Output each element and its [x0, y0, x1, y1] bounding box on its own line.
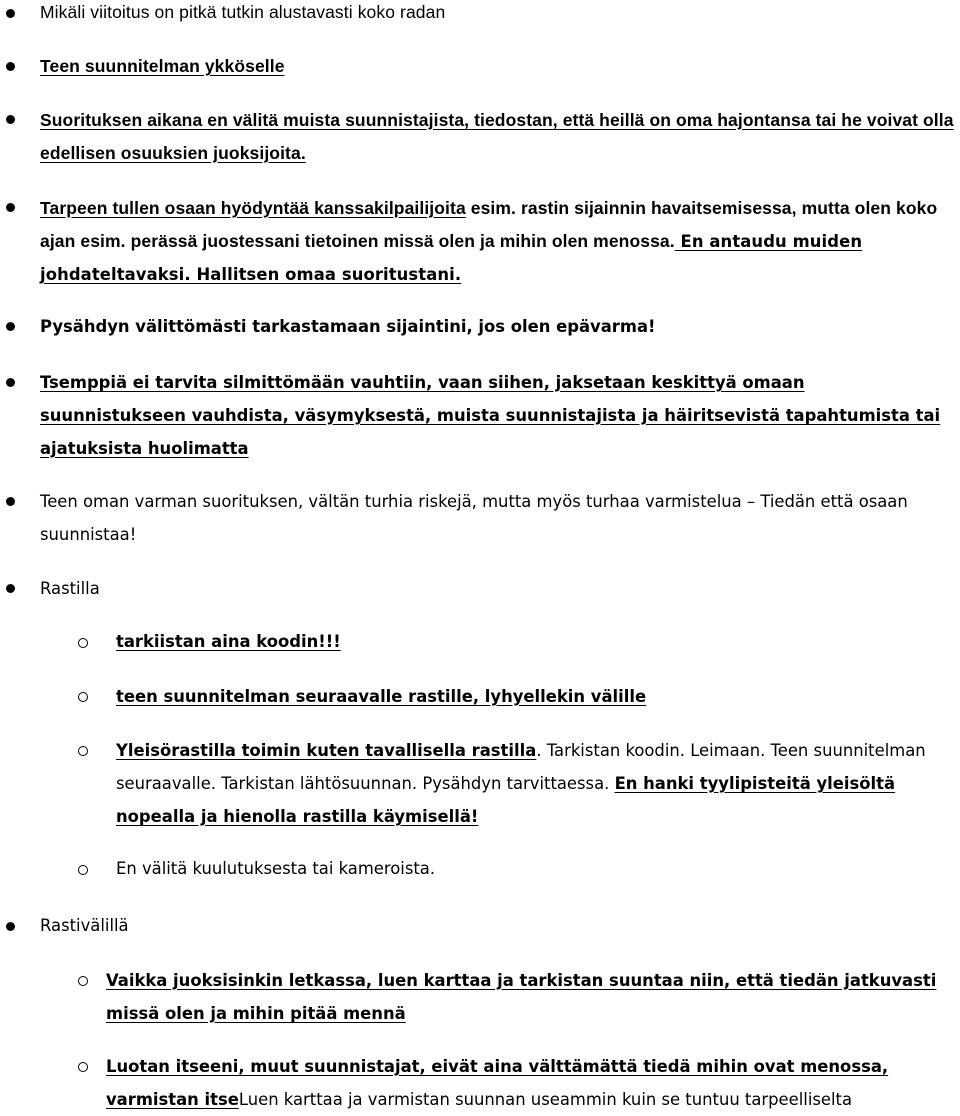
bullet-icon — [6, 322, 15, 331]
circle-bullet-icon — [78, 746, 88, 756]
circle-bullet-icon — [78, 638, 88, 648]
list-item-underlined: Tarpeen tullen osaan hyödyntää kanssakilpailijoita — [40, 198, 466, 218]
sub-list-item-underlined: Luotan itseeni, muut suunnistajat, eivät aina välttämättä tiedä mihin ovat menossa, varmistan itse — [106, 1057, 889, 1109]
bullet-icon — [6, 378, 15, 387]
list-item: Pysähdyn välittömästi tarkastamaan sijaintini, jos olen epävarma! — [40, 317, 656, 336]
list-item-underlined: En antaudu muiden johdateltavaksi. Hallitsen omaa suoritustani. — [40, 232, 863, 284]
section-heading: Rastivälillä — [40, 916, 129, 935]
sub-list-item — [116, 734, 956, 833]
section-heading: Rastilla — [40, 579, 100, 598]
sub-list-item: teen suunnitelman seuraavalle rastille, lyhyellekin välille — [116, 687, 647, 706]
sub-list-item: En välitä kuulutuksesta tai kameroista. — [116, 859, 436, 878]
list-item: Suorituksen aikana en välitä muista suunnistajista, tiedostan, että heillä on oma hajontansa tai he voivat olla edellisen osuuksien juoksijoita. — [40, 110, 954, 163]
sub-list-item-underlined: En hanki tyylipisteitä yleisöltä nopealla ja hienolla rastilla käymisellä! — [116, 774, 896, 826]
sub-list-item: tarkiistan aina koodin!!! — [116, 632, 341, 651]
list-item: Mikäli viitoitus on pitkä tutkin alustavasti koko radan — [40, 2, 446, 22]
bullet-icon — [6, 922, 15, 931]
circle-bullet-icon — [78, 865, 88, 875]
sub-list-item: Vaikka juoksisinkin letkassa, luen karttaa ja tarkistan suuntaa niin, että tiedän jatkuvasti missä olen ja mihin pitää mennä — [106, 971, 937, 1023]
sub-list-item-text: . Tarkistan koodin. Leimaan. Teen suunnitelman seuraavalle. Tarkistan lähtösuunnan. Pysähdyn tarvittaessa. — [116, 741, 926, 793]
sub-list-item-text: Luen karttaa ja varmistan suunnan useammin kuin se tuntuu tarpeelliselta — [238, 1090, 853, 1109]
circle-bullet-icon — [78, 976, 88, 986]
bullet-icon — [6, 115, 15, 124]
circle-bullet-icon — [78, 692, 88, 702]
sub-list-item — [106, 1050, 956, 1116]
bullet-icon — [6, 497, 15, 506]
list-item: Teen suunnitelman ykköselle — [40, 56, 285, 76]
list-item: Tsemppiä ei tarvita silmittömään vauhtiin, vaan siihen, jaksetaan keskittyä omaan suunnistukseen vauhdista, väsymyksestä, muista suunnistajista ja häiritsevistä tapahtumista tai ajatuksista huolimatta — [40, 373, 941, 458]
bullet-icon — [6, 9, 15, 18]
list-item — [40, 192, 956, 291]
bullet-icon — [6, 584, 15, 593]
list-item-text: esim. rastin sijainnin havaitsemisessa, mutta olen koko ajan esim. perässä juostessani tietoinen missä olen ja mihin olen menossa. — [40, 198, 938, 251]
list-item: Teen oman varman suorituksen, vältän turhia riskejä, mutta myös turhaa varmistelua – Tiedän että osaan suunnistaa! — [40, 492, 908, 544]
bullet-icon — [6, 62, 15, 71]
sub-list-item-underlined: Yleisörastilla toimin kuten tavallisella rastilla — [116, 741, 537, 760]
bullet-icon — [6, 203, 15, 212]
circle-bullet-icon — [78, 1062, 88, 1072]
